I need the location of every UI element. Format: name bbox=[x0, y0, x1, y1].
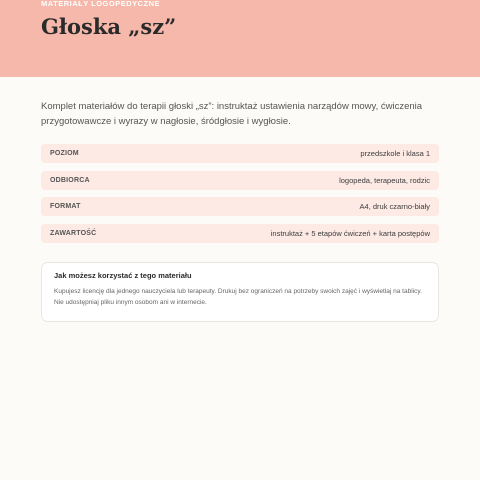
page-title: Głoska „sz” bbox=[41, 14, 177, 39]
details-list bbox=[41, 144, 439, 250]
detail-row-audience bbox=[41, 171, 439, 190]
license-text: Kupujesz licencję dla jednego nauczyciela lub terapeuty. Drukuj bez ograniczeń na potrzeby swoich zajęć i wyświetlaj na tablicy. Nie udostępniaj pliku innym osobom ani w internecie. bbox=[54, 288, 422, 306]
detail-row-level bbox=[41, 144, 439, 163]
detail-row-contents bbox=[41, 224, 439, 243]
detail-key: ZAWARTOŚĆ bbox=[50, 229, 97, 237]
detail-row-format bbox=[41, 197, 439, 216]
product-description: Komplet materiałów do terapii głoski „sz”: instruktaż ustawienia narządów mowy, ćwiczenia przygotowawcze i wyrazy w nagłosie, śródgłosie i wygłosie. bbox=[41, 101, 423, 127]
page-header bbox=[0, 0, 480, 77]
license-card bbox=[41, 262, 439, 322]
detail-key: FORMAT bbox=[50, 203, 81, 210]
detail-key: POZIOM bbox=[50, 150, 79, 157]
detail-value: przedszkole i klasa 1 bbox=[360, 149, 430, 158]
license-title: Jak możesz korzystać z tego materiału bbox=[54, 271, 192, 280]
detail-key: ODBIORCA bbox=[50, 176, 90, 184]
category-label: MATERIAŁY LOGOPEDYCZNE bbox=[41, 0, 161, 8]
detail-value: instruktaż + 5 etapów ćwiczeń + karta postępów bbox=[270, 228, 430, 238]
detail-value: logopeda, terapeuta, rodzic bbox=[339, 175, 430, 185]
detail-value: A4, druk czarno-biały bbox=[359, 202, 430, 211]
